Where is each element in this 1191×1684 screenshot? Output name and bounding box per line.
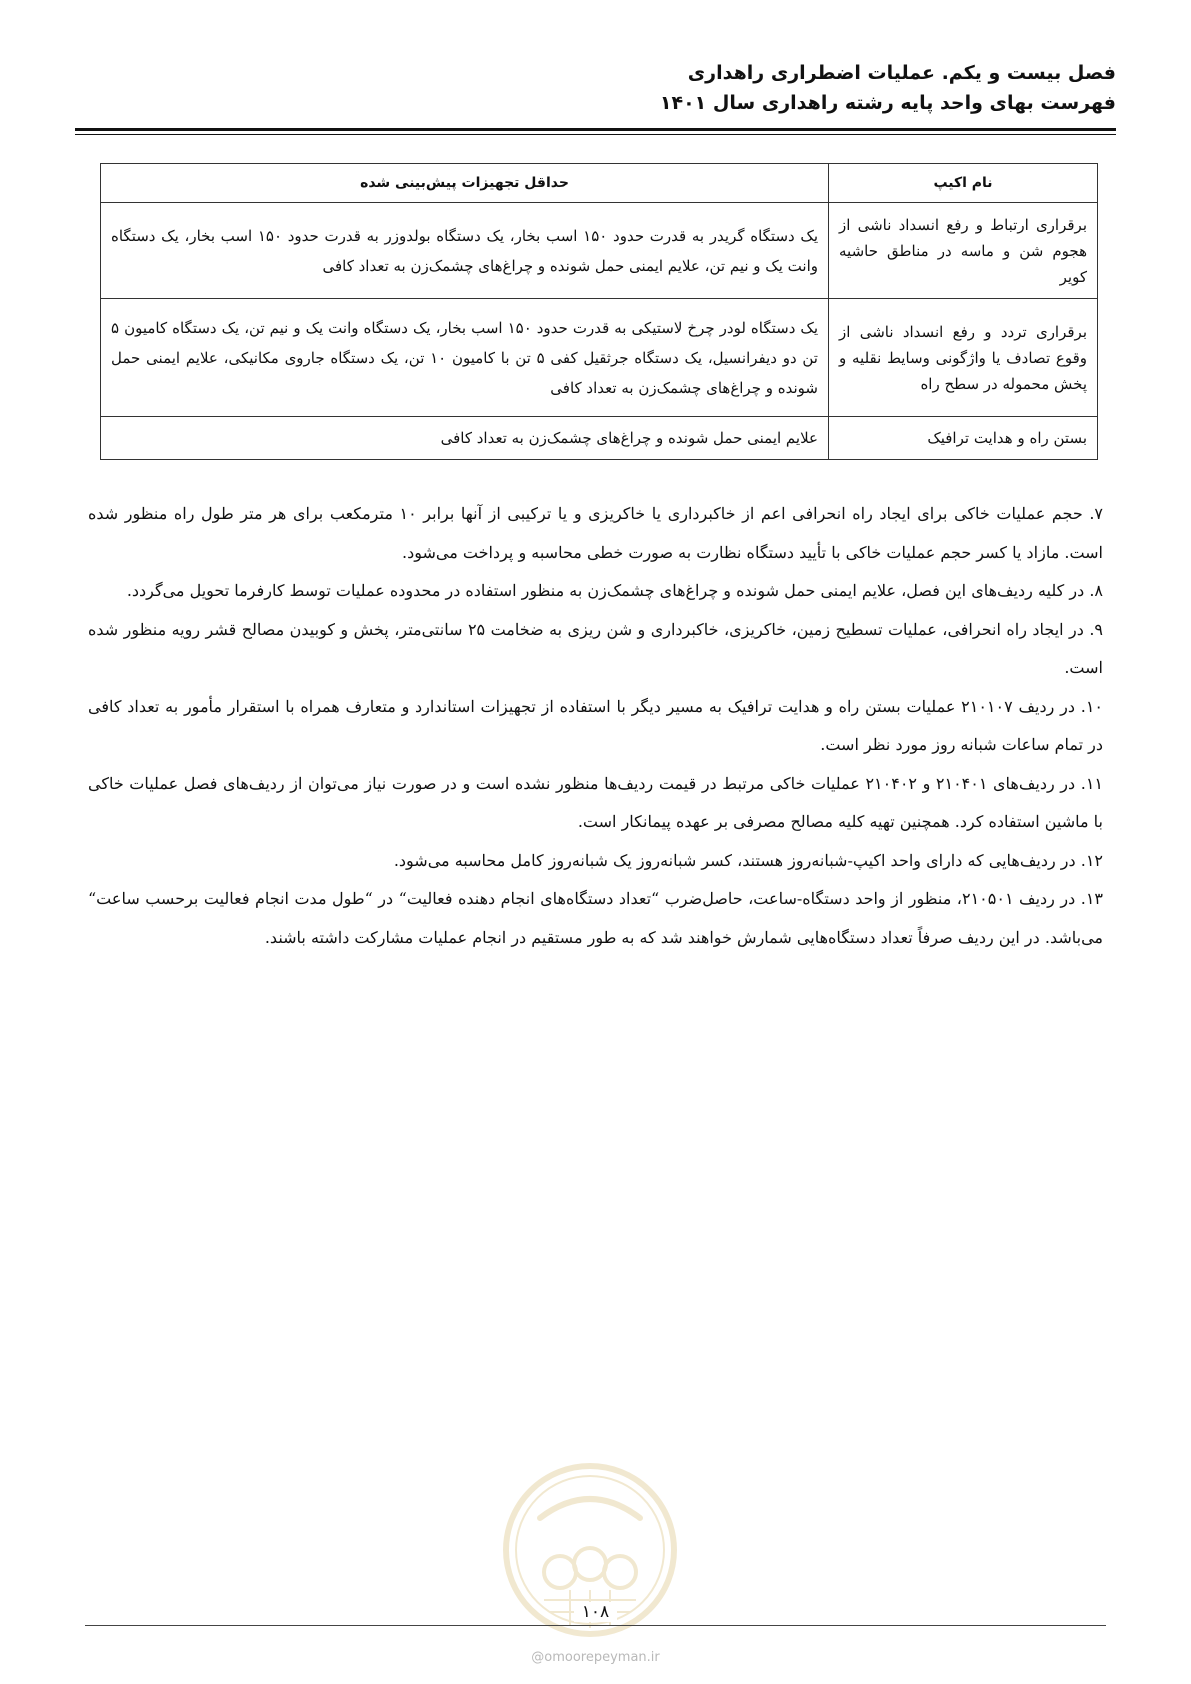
equipment-cell: یک دستگاه گریدر به قدرت حدود ۱۵۰ اسب بخار، یک دستگاه بولدوزر به قدرت حدود ۱۵۰ اسب بخار، یک دستگاه وانت یک و نیم تن، علایم ایمنی حمل شونده و چراغ‌های چشمک‌زن به تعداد کافی — [101, 203, 829, 299]
table-row — [101, 417, 1098, 460]
note-item: ۱۱. در ردیف‌های ۲۱۰۴۰۱ و ۲۱۰۴۰۲ عملیات خاکی مرتبط در قیمت ردیف‌ها منظور نشده است و در صورت نیاز می‌توان از ردیف‌های فصل عملیات خاکی با ماشین استفاده کرد. همچنین تهیه کلیه مصالح مصرفی بر عهده پیمانکار است. — [88, 773, 1103, 831]
note-item: ۱۰. در ردیف ۲۱۰۱۰۷ عملیات بستن راه و هدایت ترافیک به مسیر دیگر با استفاده از تجهیزات استاندارد و متعارف همراه با استقرار مأمور به تعداد کافی در تمام ساعات شبانه روز مورد نظر است. — [88, 696, 1104, 754]
column-header-team: نام اکیپ — [829, 164, 1098, 203]
note-item: ۸. در کلیه ردیف‌های این فصل، علایم ایمنی حمل شونده و چراغ‌های چشمک‌زن به منظور استفاده در محدوده عملیات توسط کارفرما تحویل می‌گردد. — [126, 581, 1103, 600]
table-row — [101, 203, 1098, 299]
equipment-cell: یک دستگاه لودر چرخ لاستیکی به قدرت حدود ۱۵۰ اسب بخار، یک دستگاه وانت یک و نیم تن، یک دستگاه کامیون ۵ تن دو دیفرانسیل، یک دستگاه جرثقیل کفی ۵ تن با کامیون ۱۰ تن، یک دستگاه جاروی مکانیکی، علایم ایمنی حمل شونده و چراغ‌های چشمک‌زن به تعداد کافی — [101, 299, 829, 417]
notes-list — [88, 495, 1103, 957]
footer-rule — [85, 1625, 1106, 1626]
team-name-cell: برقراری ارتباط و رفع انسداد ناشی از هجوم شن و ماسه در مناطق حاشیه کویر — [829, 203, 1098, 299]
team-name-cell: بستن راه و هدایت ترافیک — [829, 417, 1098, 460]
list-subtitle: فهرست بهای واحد پایه رشته راهداری سال ۱۴۰۱ — [659, 92, 1116, 114]
note-item: ۱۲. در ردیف‌هایی که دارای واحد اکیپ-شبانه‌روز هستند، کسر شبانه‌روز یک شبانه‌روز کامل محاسبه می‌شود. — [393, 850, 1103, 870]
equipment-table — [100, 163, 1098, 460]
column-header-equipment: حداقل تجهیزات پیش‌بینی شده — [101, 164, 829, 203]
header-rule-thick — [75, 128, 1116, 131]
chapter-title: فصل بیست و یکم. عملیات اضطراری راهداری — [687, 62, 1116, 84]
note-item: ۱۳. در ردیف ۲۱۰۵۰۱، منظور از واحد دستگاه-ساعت، حاصل‌ضرب “تعداد دستگاه‌های انجام دهنده فعالیت“ در “طول مدت انجام فعالیت برحسب ساعت“ می‌باشد. در این ردیف صرفاً تعداد دستگاه‌هایی شمارش خواهند شد که به طور مستقیم در انجام عملیات مشارکت داشته باشند. — [88, 889, 1104, 947]
page-number-text: ۱۰۸ — [574, 1602, 617, 1622]
website-watermark: @omoorepeyman.ir — [531, 1650, 660, 1665]
header-rule-thin — [75, 134, 1116, 135]
table-row — [101, 299, 1098, 417]
page-header — [75, 58, 1116, 118]
note-item: ۷. حجم عملیات خاکی برای ایجاد راه انحرافی اعم از خاکبرداری یا خاکریزی و یا ترکیبی از آنها برابر ۱۰ مترمکعب برای هر متر طول راه منظور شده است. مازاد یا کسر حجم عملیات خاکی با تأیید دستگاه نظارت به صورت خطی محاسبه و پرداخت می‌شود. — [88, 504, 1104, 562]
page-number — [0, 1602, 1191, 1622]
note-item: ۹. در ایجاد راه انحرافی، عملیات تسطیح زمین، خاکریزی، خاکبرداری و شن ریزی به ضخامت ۲۵ سانتی‌متر، پخش و کوبیدن مصالح قشر رویه منظور شده است. — [88, 619, 1103, 677]
table-header-row — [101, 164, 1098, 203]
team-name-cell: برقراری تردد و رفع انسداد ناشی از وقوع تصادف یا واژگونی وسایط نقلیه و پخش محموله در سطح راه — [829, 299, 1098, 417]
equipment-cell: علایم ایمنی حمل شونده و چراغ‌های چشمک‌زن به تعداد کافی — [101, 417, 829, 460]
